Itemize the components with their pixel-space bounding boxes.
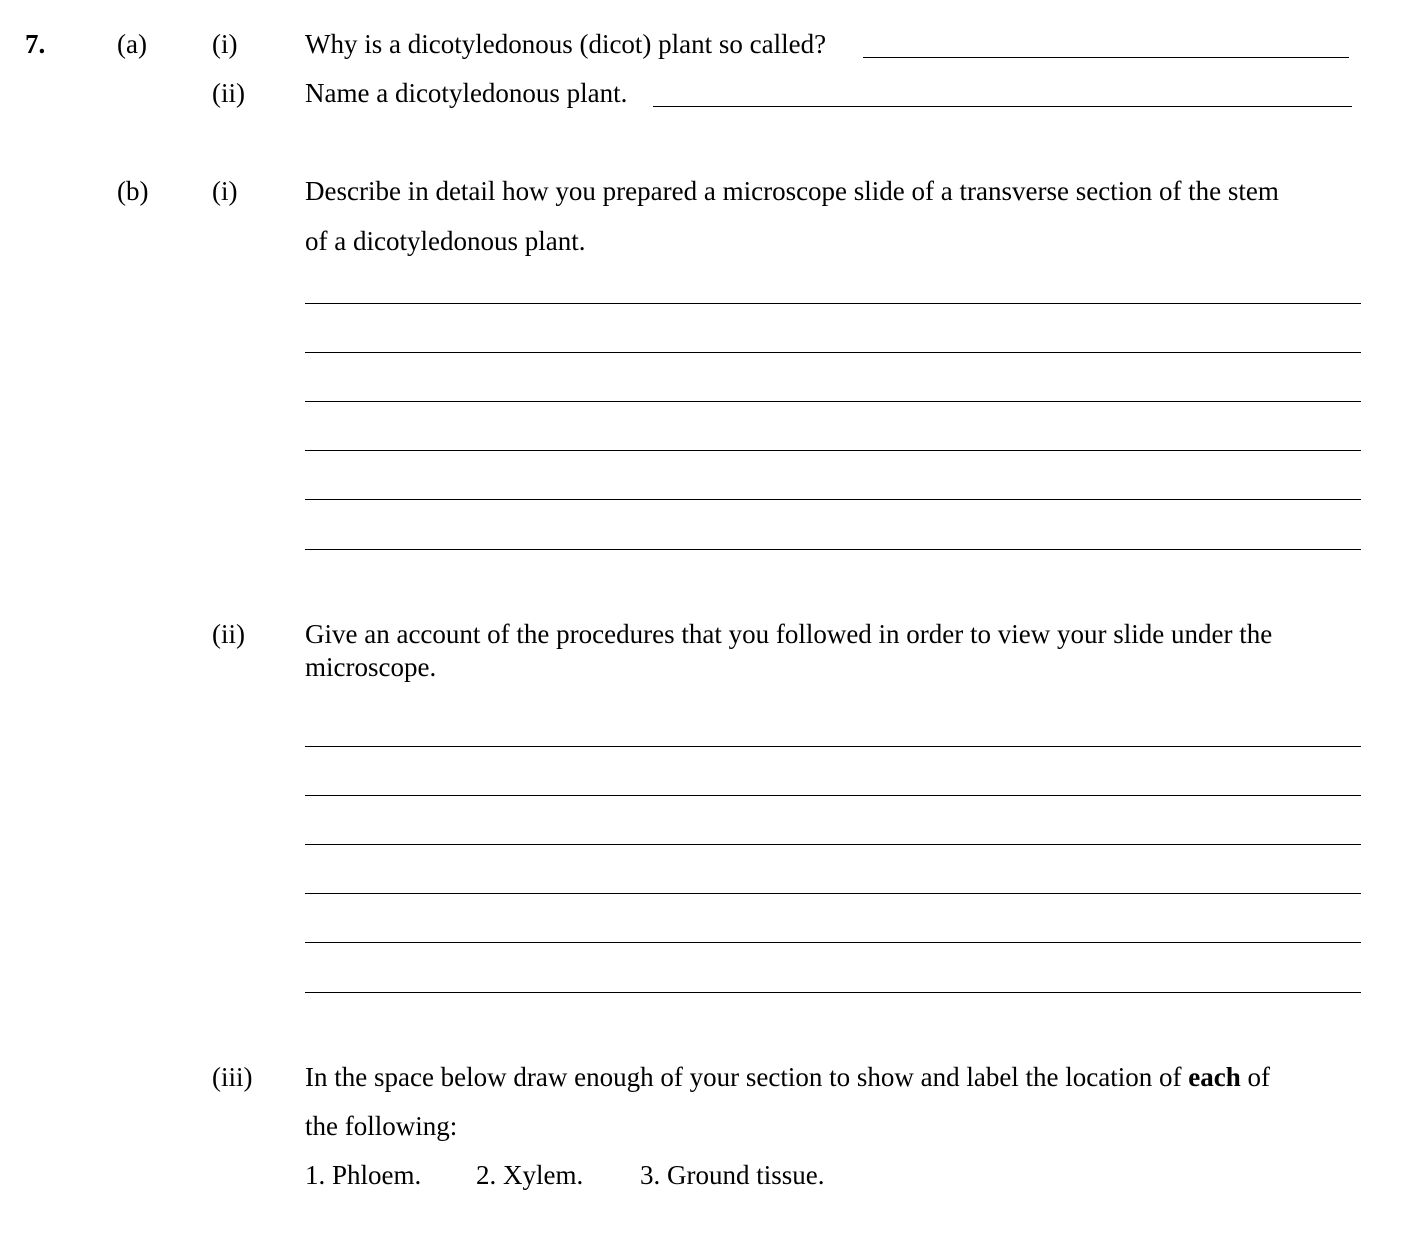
part-a-i-question: Why is a dicotyledonous (dicot) plant so called? xyxy=(305,29,827,59)
part-b-i-answer-line-4[interactable] xyxy=(305,450,1361,451)
list-item-ground-tissue: 3. Ground tissue. xyxy=(640,1160,825,1190)
part-b-i-label: (i) xyxy=(212,176,238,206)
part-b-i-question-line1: Describe in detail how you prepared a microscope slide of a transverse section of the stem xyxy=(305,176,1279,206)
part-b-i-answer-line-1[interactable] xyxy=(305,303,1361,304)
part-a-i-answer-line[interactable] xyxy=(863,57,1349,58)
part-b-ii-answer-line-4[interactable] xyxy=(305,893,1361,894)
part-a-ii-question: Name a dicotyledonous plant. xyxy=(305,78,628,108)
part-b-ii-answer-line-1[interactable] xyxy=(305,746,1361,747)
part-b-iii-question-line1 xyxy=(305,1064,1270,1091)
part-b-i-answer-line-6[interactable] xyxy=(305,549,1361,550)
part-b-iii-emphasis: each xyxy=(1188,1062,1241,1092)
part-b-iii-line1-post: of xyxy=(1240,1062,1270,1092)
list-item-xylem: 2. Xylem. xyxy=(476,1160,584,1190)
part-b-ii-answer-line-2[interactable] xyxy=(305,795,1361,796)
list-item-phloem: 1. Phloem. xyxy=(305,1160,422,1190)
part-b-label: (b) xyxy=(117,176,149,206)
part-b-ii-question-line1: Give an account of the procedures that you followed in order to view your slide under the xyxy=(305,619,1273,649)
part-b-ii-question-line2: microscope. xyxy=(305,652,437,682)
part-a-ii-label: (ii) xyxy=(212,78,245,108)
part-b-i-answer-line-2[interactable] xyxy=(305,352,1361,353)
part-b-i-answer-line-3[interactable] xyxy=(305,401,1361,402)
question-number: 7. xyxy=(25,29,46,59)
part-b-ii-answer-line-5[interactable] xyxy=(305,942,1361,943)
part-b-i-answer-line-5[interactable] xyxy=(305,499,1361,500)
part-b-iii-label: (iii) xyxy=(212,1062,253,1092)
part-a-i-label: (i) xyxy=(212,29,238,59)
part-a-label: (a) xyxy=(117,29,147,59)
part-b-i-question-line2: of a dicotyledonous plant. xyxy=(305,226,586,256)
part-a-ii-answer-line[interactable] xyxy=(653,106,1352,107)
part-b-iii-question-line2: the following: xyxy=(305,1111,458,1141)
part-b-ii-answer-line-6[interactable] xyxy=(305,992,1361,993)
part-b-ii-label: (ii) xyxy=(212,619,245,649)
part-b-ii-answer-line-3[interactable] xyxy=(305,844,1361,845)
part-b-iii-line1-pre: In the space below draw enough of your section to show and label the location of xyxy=(305,1062,1189,1092)
